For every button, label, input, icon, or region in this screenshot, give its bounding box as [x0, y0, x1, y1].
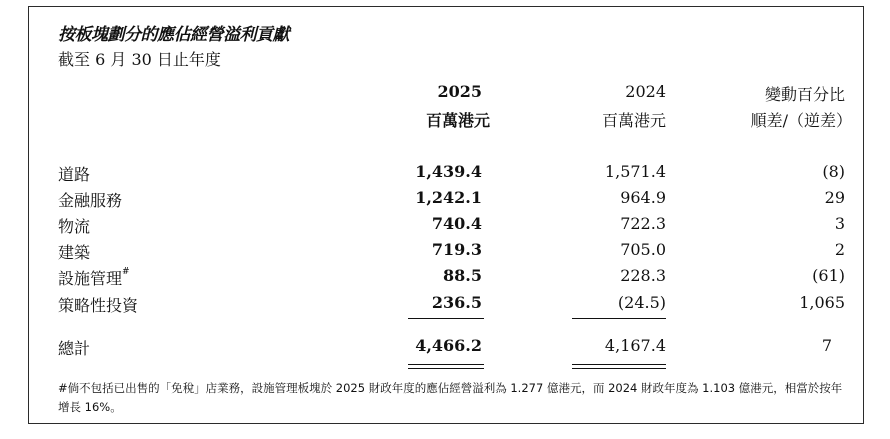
total-double-rule-2024	[572, 364, 666, 369]
value-2024: 705.0	[620, 240, 666, 259]
value-change: 3	[834, 214, 845, 233]
value-2025: 88.5	[443, 266, 482, 285]
row-label: 道路	[58, 165, 91, 184]
value-2024: 1,571.4	[604, 162, 666, 181]
row-label: 建築	[58, 243, 91, 262]
table-subtitle: 截至 6 月 30 日止年度	[58, 50, 221, 69]
total-row	[0, 336, 890, 362]
value-2025: 719.3	[431, 240, 482, 259]
col-header-2025-year: 2025	[437, 82, 482, 101]
row-label-text: 設施管理	[58, 269, 123, 288]
total-2024: 4,167.4	[604, 336, 666, 355]
total-label: 總計	[58, 339, 91, 358]
footnote-mark: #	[122, 266, 130, 277]
row-label: 金融服務	[58, 191, 123, 210]
subtotal-rule-2024	[572, 318, 666, 319]
value-2024: 228.3	[620, 266, 666, 285]
value-2025: 1,439.4	[415, 162, 482, 181]
value-change: 2	[834, 240, 845, 259]
total-change: 7	[821, 336, 832, 355]
value-2025: 1,242.1	[415, 188, 482, 207]
value-change: 1,065	[799, 293, 845, 312]
col-header-2025-unit: 百萬港元	[425, 111, 490, 130]
col-header-2024-unit: 百萬港元	[601, 111, 666, 130]
table-row	[0, 240, 890, 266]
total-double-rule-2025	[408, 364, 484, 369]
value-2024: (24.5)	[617, 293, 666, 312]
table-row	[0, 266, 890, 292]
table-row	[0, 162, 890, 188]
total-2025: 4,466.2	[415, 336, 482, 355]
col-header-change-unit: 順差/（逆差）	[750, 111, 852, 130]
table-title: 按板塊劃分的應佔經營溢利貢獻	[58, 25, 289, 45]
row-label	[58, 266, 130, 289]
subtotal-rule-2025	[408, 318, 484, 319]
value-2024: 964.9	[620, 188, 666, 207]
table-row	[0, 188, 890, 214]
row-label: 物流	[58, 217, 91, 236]
value-2024: 722.3	[620, 214, 666, 233]
value-change: (8)	[822, 162, 845, 181]
value-change: (61)	[812, 266, 845, 285]
value-2025: 236.5	[431, 293, 482, 312]
col-header-change-title: 變動百分比	[764, 85, 845, 104]
table-row	[0, 214, 890, 240]
footnote: #倘不包括已出售的「免稅」店業務，設施管理板塊於 2025 財政年度的應佔經營溢利為 1.277 億港元，而 2024 財政年度為 1.103 億港元，相當於按年增長 16%。	[58, 381, 843, 414]
col-header-2024-year: 2024	[625, 82, 666, 101]
row-label: 策略性投資	[58, 296, 139, 315]
table-row	[0, 293, 890, 319]
value-2025: 740.4	[431, 214, 482, 233]
value-change: 29	[824, 188, 845, 207]
